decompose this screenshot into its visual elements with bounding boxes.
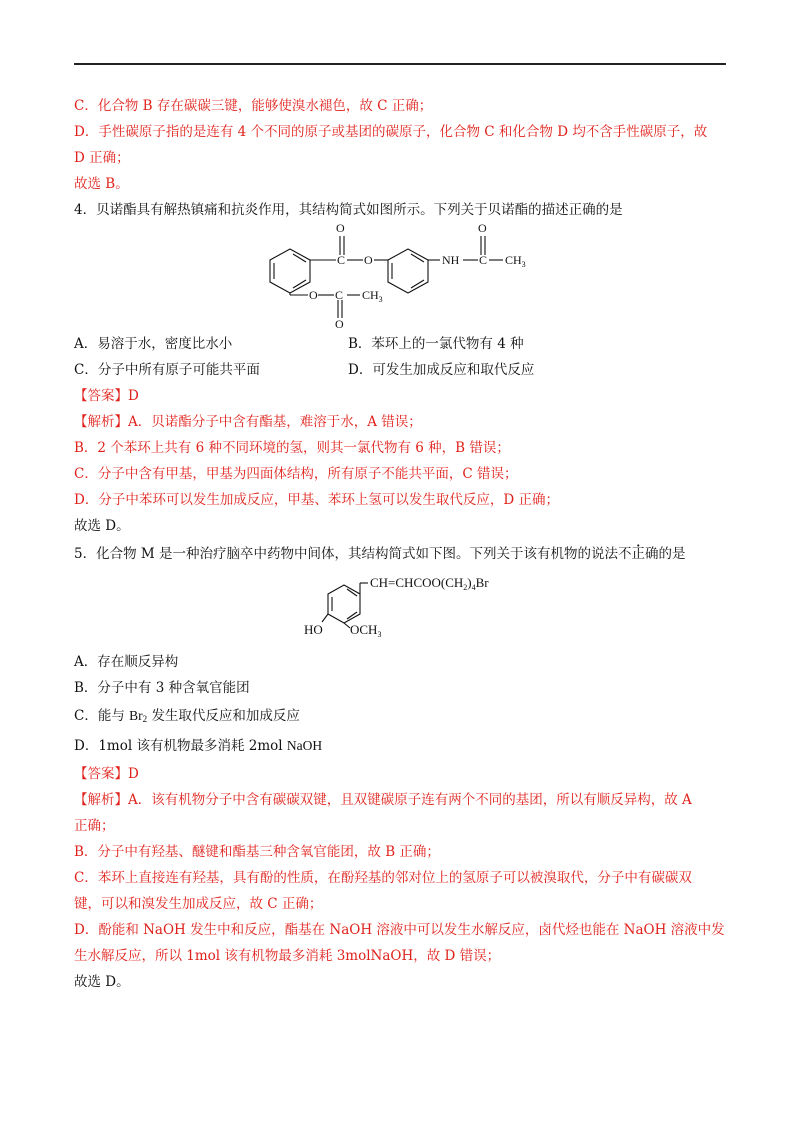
q5-analysis-d-line1: D．酚能和 NaOH 发生中和反应，酯基在 NaOH 溶液中可以发生水解反应，卤代烃也能在 NaOH 溶液中发 xyxy=(74,922,725,938)
q5-conclusion: 故选 D。 xyxy=(74,974,130,990)
q5-hydroxyl-label: HO xyxy=(304,622,323,637)
q4-analysis-a: 【解析】A．贝诺酯分子中含有酯基，难溶于水，A 错误； xyxy=(74,414,422,430)
q4-answer: 【答案】D xyxy=(74,388,139,404)
q4-benorilate-structure xyxy=(260,220,550,330)
q5-stem-emphasis: 不正确 xyxy=(618,546,659,562)
q4-atom-o-amide: O xyxy=(478,221,487,235)
q5-chain-text: $CH=CHCOO(CH_2)_4Br$ xyxy=(370,575,489,592)
q5-compound-m-structure xyxy=(300,570,520,650)
q5-answer: 【答案】D xyxy=(74,766,139,782)
q4-atom-o-acetyl: O xyxy=(309,288,318,302)
q4-atom-o-top: O xyxy=(336,221,345,235)
q4-atom-c-acetyl: C xyxy=(335,288,344,302)
q4-option-c: C．分子中所有原子可能共平面 xyxy=(74,362,260,378)
q5-analysis-a-line1: 【解析】A．该有机物分子中含有碳碳双键，且双键碳原子连有两个不同的基团，所以有顺反异构，故 A xyxy=(74,792,692,808)
q5-analysis-c-line2: 键，可以和溴发生加成反应，故 C 正确； xyxy=(74,896,323,912)
q5-option-c: C．能与 $Br_2$ 发生取代反应和加成反应 xyxy=(74,708,300,724)
q5-naoh-formula: NaOH xyxy=(286,738,323,753)
q4-analysis-b: B．2 个苯环上共有 6 种不同环境的氢，则其一氯代物有 6 种，B 错误； xyxy=(74,440,510,456)
q4-option-d: D．可发生加成反应和取代反应 xyxy=(348,362,535,378)
q4-atom-o-ester: O xyxy=(364,253,373,267)
q4-analysis-d: D．分子中苯环可以发生加成反应，甲基、苯环上氢可以发生取代反应，D 正确； xyxy=(74,492,559,508)
q4-conclusion: 故选 D。 xyxy=(74,518,130,534)
q4-atom-nh: NH xyxy=(442,253,460,267)
q5-option-a: A．存在顺反异构 xyxy=(74,654,179,670)
q5-analysis-a-line2: 正确； xyxy=(74,818,115,834)
q5-option-d: D．1mol 该有机物最多消耗 2mol NaOH xyxy=(74,738,323,754)
q5-option-b: B．分子中有 3 种含氧官能团 xyxy=(74,680,250,696)
q4-option-b: B．苯环上的一氯代物有 4 种 xyxy=(348,336,524,352)
q3-conclusion: 故选 B。 xyxy=(74,176,129,192)
benzene-ring-2 xyxy=(388,249,428,293)
q4-analysis-c: C．分子中含有甲基，甲基为四面体结构，所有原子不能共平面，C 错误； xyxy=(74,466,518,482)
q5-analysis-c-line1: C．苯环上直接连有羟基，具有酚的性质，在酚羟基的邻对位上的氢原子可以被溴取代，分子中有碳碳双 xyxy=(74,870,692,886)
q4-atom-c-amide: C xyxy=(479,253,488,267)
q4-stem: 4．贝诺酯具有解热镇痛和抗炎作用，其结构简式如图所示。下列关于贝诺酯的描述正确的是 xyxy=(74,202,623,218)
q4-group-ch3-amide: $CH_3$ xyxy=(505,253,526,269)
benzene-ring-1 xyxy=(270,249,310,293)
q3-option-c-analysis: C．化合物 B 存在碳碳三键，能够使溴水褪色，故 C 正确； xyxy=(74,98,433,114)
header-rule xyxy=(74,63,726,65)
q4-atom-o-acetyl-bottom: O xyxy=(335,317,344,330)
q5-methoxy-label: $OCH_3$ xyxy=(350,622,382,639)
q4-option-a: A．易溶于水，密度比水小 xyxy=(74,336,233,352)
q5-analysis-d-line2: 生水解反应，所以 1mol 该有机物最多消耗 3molNaOH，故 D 错误； xyxy=(74,948,501,964)
q5-benzene-ring xyxy=(328,585,360,623)
q5-bromine-formula: $Br_2$ xyxy=(129,708,148,724)
q3-option-d-analysis-line1: D．手性碳原子指的是连有 4 个不同的原子或基团的碳原子，化合物 C 和化合物 D 均不含手性碳原子，故 xyxy=(74,124,708,140)
q5-stem: 5．化合物 M 是一种治疗脑卒中药物中间体，其结构简式如下图。下列关于该有机物的说法不正确的是 xyxy=(74,546,686,562)
q5-analysis-b: B．分子中有羟基、醚键和酯基三种含氧官能团，故 B 正确； xyxy=(74,844,440,860)
q4-atom-c-top: C xyxy=(337,253,346,267)
q4-group-ch3-acetyl: $CH_3$ xyxy=(362,288,383,304)
q3-option-d-analysis-line2: D 正确； xyxy=(74,150,130,166)
